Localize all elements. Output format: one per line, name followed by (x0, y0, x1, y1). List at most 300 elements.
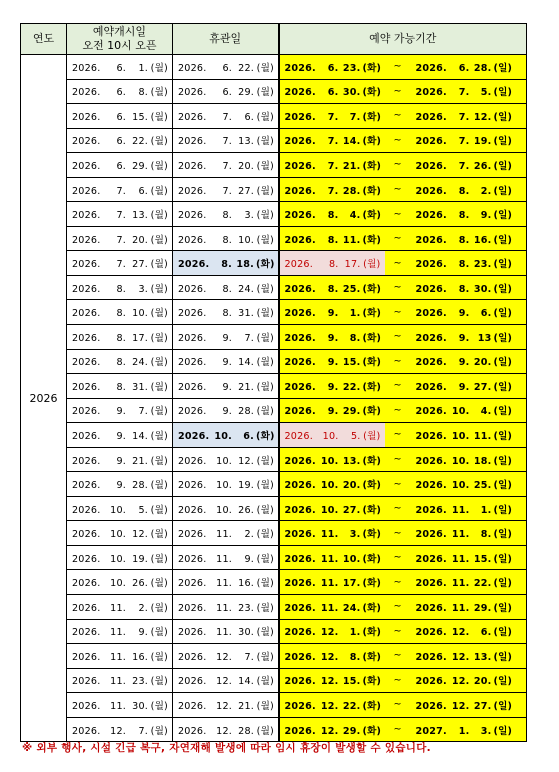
range-end-cell (411, 128, 527, 153)
table-row (21, 423, 527, 448)
closed-day-cell-month: 8. (222, 234, 232, 246)
range-separator: ~ (385, 521, 411, 546)
closed-day-cell (173, 226, 279, 251)
open-date-cell (67, 128, 173, 153)
open-date-cell-month: 9. (116, 480, 126, 492)
open-date-cell-day: 9. (138, 627, 148, 639)
range-end-cell-weekday: (일) (493, 406, 513, 418)
range-end-cell-year: 2026. (415, 185, 447, 197)
range-end-cell-day: 19. (473, 136, 492, 148)
open-date-cell-day: 30. (132, 700, 148, 712)
open-date-cell-day: 15. (132, 111, 148, 123)
range-start-cell (279, 374, 385, 399)
range-start-cell-month: 9. (327, 332, 339, 344)
table-row (21, 153, 527, 178)
table-row (21, 128, 527, 153)
range-start-cell-day: 17. (344, 259, 361, 271)
range-start-cell-weekday: (화) (362, 111, 382, 123)
open-date-cell-day: 27. (132, 259, 148, 271)
open-date-cell-year: 2026. (72, 553, 101, 565)
closed-day-cell-weekday: (월) (256, 283, 274, 295)
open-date-cell-weekday: (월) (150, 308, 168, 320)
open-date-cell-year: 2026. (72, 651, 101, 663)
range-start-cell-year: 2026. (284, 504, 316, 516)
range-end-cell-year: 2026. (415, 136, 447, 148)
range-end-cell-day: 15. (473, 553, 492, 565)
range-start-cell (279, 570, 385, 595)
open-date-cell-month: 6. (116, 160, 126, 172)
range-start-cell (279, 79, 385, 104)
range-end-cell-day: 9. (480, 210, 492, 222)
table-row (21, 374, 527, 399)
range-end-cell (411, 644, 527, 669)
range-separator: ~ (385, 398, 411, 423)
range-start-cell (279, 226, 385, 251)
open-date-cell-weekday: (월) (150, 455, 168, 467)
range-separator: ~ (385, 374, 411, 399)
closed-day-cell (173, 349, 279, 374)
closed-day-cell-day: 20. (238, 160, 254, 172)
open-date-cell-day: 14. (132, 430, 148, 442)
range-start-cell-day: 3. (349, 529, 361, 541)
range-start-cell-month: 9. (327, 357, 339, 369)
year-header: 연도 (21, 24, 67, 55)
range-start-cell-weekday: (화) (362, 651, 382, 663)
range-end-cell-weekday: (일) (493, 480, 513, 492)
range-end-cell (411, 595, 527, 620)
range-end-cell-year: 2026. (415, 480, 447, 492)
closed-day-cell (173, 447, 279, 472)
open-date-cell-weekday: (월) (150, 651, 168, 663)
open-date-cell (67, 104, 173, 129)
closed-day-cell-day: 28. (238, 406, 254, 418)
range-start-cell-year: 2026. (284, 578, 316, 590)
open-date-cell-day: 13. (132, 210, 148, 222)
open-date-cell-day: 1. (138, 62, 148, 74)
open-date-cell-day: 12. (132, 529, 148, 541)
range-end-cell-month: 11. (451, 504, 470, 516)
open-date-cell-month: 11. (110, 700, 126, 712)
range-start-cell-weekday: (화) (362, 234, 382, 246)
range-start-cell (279, 55, 385, 80)
range-start-cell-month: 10. (320, 504, 339, 516)
open-date-cell-weekday: (월) (150, 62, 168, 74)
range-end-cell (411, 55, 527, 80)
open-date-cell-day: 28. (132, 480, 148, 492)
closed-day-cell-month: 12. (216, 676, 232, 688)
open-date-cell-weekday: (월) (150, 627, 168, 639)
range-start-cell (279, 521, 385, 546)
open-date-cell (67, 275, 173, 300)
range-start-cell-month: 6. (327, 87, 339, 99)
closed-day-cell-weekday: (화) (256, 259, 275, 271)
range-end-cell-weekday: (일) (493, 578, 513, 590)
range-end-cell-year: 2026. (415, 234, 447, 246)
closed-day-cell-weekday: (월) (256, 357, 274, 369)
range-start-cell-weekday: (화) (362, 210, 382, 222)
range-start-cell-day: 24. (342, 602, 361, 614)
closed-day-cell-month: 8. (222, 283, 232, 295)
range-separator: ~ (385, 668, 411, 693)
range-end-cell-weekday: (일) (493, 381, 513, 393)
table-row (21, 398, 527, 423)
range-end-cell-year: 2026. (415, 700, 447, 712)
range-end-cell-month: 9. (458, 332, 470, 344)
range-end-cell-weekday: (일) (493, 160, 513, 172)
range-start-cell-year: 2026. (284, 87, 316, 99)
range-end-cell (411, 496, 527, 521)
range-end-cell-month: 7. (458, 136, 470, 148)
table-body (21, 55, 527, 742)
open-date-cell-day: 20. (132, 234, 148, 246)
range-end-cell-month: 7. (458, 87, 470, 99)
range-separator: ~ (385, 300, 411, 325)
closed-day-cell (173, 275, 279, 300)
closed-day-cell (173, 177, 279, 202)
range-start-cell-weekday: (화) (362, 480, 382, 492)
open-date-cell-year: 2026. (72, 283, 101, 295)
range-end-cell-weekday: (일) (493, 185, 513, 197)
closed-day-cell-weekday: (월) (256, 725, 274, 737)
open-date-cell-weekday: (월) (150, 283, 168, 295)
range-end-cell-month: 12. (451, 627, 470, 639)
closed-day-cell-year: 2026. (178, 529, 207, 541)
open-date-cell-year: 2026. (72, 381, 101, 393)
range-end-cell-year: 2026. (415, 308, 447, 320)
range-end-cell-year: 2026. (415, 283, 447, 295)
open-date-cell-day: 16. (132, 651, 148, 663)
closed-day-cell-weekday: (월) (256, 627, 274, 639)
range-end-cell-day: 5. (480, 87, 492, 99)
range-end-cell-year: 2026. (415, 651, 447, 663)
open-date-cell-weekday: (월) (150, 676, 168, 688)
range-end-cell (411, 545, 527, 570)
range-end-cell-weekday: (일) (493, 430, 513, 442)
open-date-cell-year: 2026. (72, 529, 101, 541)
table-row (21, 521, 527, 546)
year-cell: 2026 (21, 55, 67, 742)
open-date-cell (67, 349, 173, 374)
range-start-cell-month: 9. (327, 308, 339, 320)
range-end-cell-year: 2026. (415, 602, 447, 614)
closed-day-cell-month: 7. (222, 185, 232, 197)
range-separator: ~ (385, 104, 411, 129)
range-end-cell-month: 7. (458, 160, 470, 172)
open-date-cell-month: 9. (116, 455, 126, 467)
closed-day-cell-day: 18. (236, 259, 254, 271)
open-date-cell-month: 11. (110, 676, 126, 688)
range-start-cell (279, 619, 385, 644)
closed-day-cell-day: 30. (238, 627, 254, 639)
range-end-cell (411, 177, 527, 202)
open-date-cell-month: 10. (110, 553, 126, 565)
table-row (21, 545, 527, 570)
closed-day-cell-year: 2026. (178, 602, 207, 614)
closed-day-cell-day: 21. (238, 381, 254, 393)
range-end-cell-month: 8. (458, 259, 470, 271)
range-start-cell-month: 8. (328, 259, 339, 271)
range-end-cell-day: 18. (473, 455, 492, 467)
range-end-cell-day: 12. (473, 111, 492, 123)
range-start-cell-day: 28. (342, 185, 361, 197)
range-end-cell-year: 2026. (415, 381, 447, 393)
closed-day-cell-weekday: (월) (256, 87, 274, 99)
range-end-cell-day: 8. (480, 529, 492, 541)
open-date-cell-month: 6. (116, 136, 126, 148)
open-date-cell (67, 545, 173, 570)
range-start-cell-month: 7. (327, 136, 339, 148)
open-date-cell (67, 55, 173, 80)
range-start-cell-year: 2026. (284, 111, 316, 123)
closed-day-cell-day: 24. (238, 283, 254, 295)
range-end-cell-month: 11. (451, 602, 470, 614)
closed-day-cell-month: 10. (216, 455, 232, 467)
range-end-cell-weekday: (일) (493, 210, 513, 222)
range-separator: ~ (385, 570, 411, 595)
closed-day-cell-day: 16. (238, 578, 254, 590)
closed-day-cell-weekday: (월) (256, 111, 274, 123)
range-end-cell-day: 4. (480, 406, 492, 418)
range-start-cell-year: 2026. (284, 332, 316, 344)
open-date-cell-year: 2026. (72, 111, 101, 123)
table-row (21, 104, 527, 129)
range-end-cell-day: 27. (473, 381, 492, 393)
closed-day-cell-day: 7. (244, 651, 254, 663)
range-start-cell-month: 10. (320, 480, 339, 492)
open-date-cell-month: 11. (110, 602, 126, 614)
range-start-cell (279, 496, 385, 521)
table-row (21, 177, 527, 202)
open-date-cell-year: 2026. (72, 676, 101, 688)
open-date-cell (67, 374, 173, 399)
range-end-cell (411, 398, 527, 423)
open-date-header-line2: 오전 10시 오픈 (82, 39, 157, 52)
range-start-cell-weekday: (화) (362, 676, 382, 688)
range-start-cell-day: 22. (342, 381, 361, 393)
closed-day-cell-day: 7. (244, 332, 254, 344)
open-date-cell (67, 398, 173, 423)
closed-day-cell-day: 31. (238, 308, 254, 320)
range-end-cell (411, 472, 527, 497)
table-row (21, 447, 527, 472)
open-date-cell (67, 668, 173, 693)
closed-day-cell-weekday: (월) (256, 381, 274, 393)
range-end-cell-weekday: (일) (493, 111, 513, 123)
range-start-cell-month: 7. (327, 160, 339, 172)
range-start-cell (279, 717, 385, 742)
range-start-cell-weekday: (화) (362, 136, 382, 148)
open-date-header (67, 24, 173, 55)
closed-day-cell-day: 13. (238, 136, 254, 148)
range-end-cell (411, 447, 527, 472)
closed-day-cell-weekday: (월) (256, 602, 274, 614)
closed-day-cell-month: 7. (222, 111, 232, 123)
closed-day-cell-day: 19. (238, 480, 254, 492)
range-separator: ~ (385, 595, 411, 620)
closed-day-cell-weekday: (월) (256, 136, 274, 148)
table-row (21, 349, 527, 374)
closed-day-cell-weekday: (월) (256, 529, 274, 541)
range-separator: ~ (385, 717, 411, 742)
range-start-cell-weekday: (화) (362, 700, 382, 712)
range-start-cell-weekday: (화) (362, 332, 382, 344)
closed-day-cell-year: 2026. (178, 676, 207, 688)
range-start-cell (279, 251, 385, 276)
range-end-cell-weekday: (일) (493, 651, 513, 663)
closed-day-cell-year: 2026. (178, 62, 207, 74)
range-end-cell-weekday: (일) (493, 627, 513, 639)
closed-day-cell (173, 202, 279, 227)
range-start-cell-weekday: (화) (362, 725, 382, 737)
open-date-cell-weekday: (월) (150, 381, 168, 393)
range-start-cell-day: 5. (350, 430, 361, 442)
range-end-cell-day: 26. (473, 160, 492, 172)
open-date-cell-day: 5. (138, 504, 148, 516)
range-start-cell-day: 1. (349, 308, 361, 320)
range-end-cell-year: 2026. (415, 210, 447, 222)
range-end-cell-month: 1. (458, 725, 470, 737)
open-date-cell-weekday: (월) (150, 529, 168, 541)
open-date-cell-month: 10. (110, 578, 126, 590)
open-date-cell-year: 2026. (72, 627, 101, 639)
range-end-cell-weekday: (일) (493, 234, 513, 246)
table-row (21, 55, 527, 80)
range-start-cell (279, 545, 385, 570)
open-date-cell-weekday: (월) (150, 725, 168, 737)
range-end-cell-day: 25. (473, 480, 492, 492)
table-row (21, 79, 527, 104)
range-start-cell-day: 29. (342, 406, 361, 418)
closed-day-cell-day: 10. (238, 234, 254, 246)
closed-day-cell (173, 128, 279, 153)
open-date-cell (67, 717, 173, 742)
range-separator: ~ (385, 177, 411, 202)
range-end-cell-day: 22. (473, 578, 492, 590)
range-end-cell-day: 30. (473, 283, 492, 295)
closed-day-cell (173, 644, 279, 669)
open-date-cell-month: 6. (116, 111, 126, 123)
closed-day-cell (173, 619, 279, 644)
range-separator: ~ (385, 275, 411, 300)
range-end-cell (411, 153, 527, 178)
range-start-cell-year: 2026. (284, 627, 316, 639)
open-date-cell-month: 6. (116, 62, 126, 74)
range-start-cell-year: 2026. (284, 553, 316, 565)
closed-day-cell-year: 2026. (178, 455, 207, 467)
closed-day-cell-month: 12. (216, 725, 232, 737)
open-date-cell-day: 8. (138, 87, 148, 99)
range-start-cell-month: 11. (320, 553, 339, 565)
table-row (21, 644, 527, 669)
range-start-cell-day: 15. (342, 357, 361, 369)
range-start-cell-month: 12. (320, 725, 339, 737)
open-date-cell-weekday: (월) (150, 234, 168, 246)
range-start-cell-day: 13. (342, 455, 361, 467)
range-start-cell-year: 2026. (284, 259, 313, 271)
range-start-cell-year: 2026. (284, 357, 316, 369)
range-end-cell-month: 8. (458, 210, 470, 222)
range-end-cell-day: 2. (480, 185, 492, 197)
closed-day-cell-year: 2026. (178, 651, 207, 663)
table-row (21, 693, 527, 718)
range-start-cell-year: 2026. (284, 136, 316, 148)
range-end-cell-year: 2026. (415, 504, 447, 516)
range-end-cell-weekday: (일) (493, 136, 513, 148)
range-header: 예약 가능기간 (279, 24, 527, 55)
open-date-cell-weekday: (월) (150, 111, 168, 123)
closed-day-cell-year: 2026. (178, 160, 207, 172)
open-date-cell-month: 8. (116, 381, 126, 393)
open-date-cell (67, 177, 173, 202)
closed-day-cell-month: 11. (216, 553, 232, 565)
open-date-cell-year: 2026. (72, 700, 101, 712)
table-row (21, 570, 527, 595)
range-start-cell (279, 668, 385, 693)
closed-day-cell (173, 668, 279, 693)
closed-day-cell-day: 28. (238, 725, 254, 737)
closed-day-cell-year: 2026. (178, 185, 207, 197)
closed-day-cell-month: 10. (214, 430, 232, 442)
range-separator: ~ (385, 693, 411, 718)
closed-day-cell-weekday: (월) (256, 62, 274, 74)
open-date-cell-year: 2026. (72, 480, 101, 492)
closed-day-cell-day: 21. (238, 700, 254, 712)
open-date-cell (67, 251, 173, 276)
open-date-cell (67, 693, 173, 718)
range-end-cell-weekday: (일) (493, 553, 513, 565)
open-date-cell-day: 6. (138, 185, 148, 197)
range-end-cell-month: 12. (451, 700, 470, 712)
closed-day-cell-month: 8. (222, 308, 232, 320)
open-date-cell-weekday: (월) (150, 578, 168, 590)
range-start-cell-month: 6. (327, 62, 339, 74)
closed-day-cell (173, 79, 279, 104)
open-date-cell-weekday: (월) (150, 259, 168, 271)
closed-day-cell-month: 9. (222, 332, 232, 344)
open-date-cell-day: 10. (132, 308, 148, 320)
open-date-cell-year: 2026. (72, 332, 101, 344)
range-start-cell-month: 11. (320, 578, 339, 590)
open-date-cell-month: 6. (116, 87, 126, 99)
range-end-cell-day: 27. (473, 700, 492, 712)
open-date-cell-year: 2026. (72, 136, 101, 148)
range-start-cell-day: 27. (342, 504, 361, 516)
range-end-cell (411, 79, 527, 104)
closed-day-cell-day: 29. (238, 87, 254, 99)
open-date-cell (67, 325, 173, 350)
open-date-cell-weekday: (월) (150, 160, 168, 172)
range-start-cell (279, 300, 385, 325)
range-end-cell-year: 2026. (415, 578, 447, 590)
open-date-cell-day: 7. (138, 725, 148, 737)
table-row (21, 595, 527, 620)
table-header-row (21, 24, 527, 55)
range-start-cell-year: 2026. (284, 725, 316, 737)
range-end-cell-day: 6. (480, 308, 492, 320)
closed-day-cell-weekday: (월) (256, 160, 274, 172)
open-date-cell-weekday: (월) (150, 553, 168, 565)
open-date-cell-day: 31. (132, 381, 148, 393)
range-start-cell (279, 202, 385, 227)
closed-day-cell-year: 2026. (178, 700, 207, 712)
closed-day-cell-month: 12. (216, 700, 232, 712)
range-start-cell-day: 25. (342, 283, 361, 295)
range-start-cell-day: 20. (342, 480, 361, 492)
range-start-cell-year: 2026. (284, 210, 316, 222)
range-end-cell-year: 2026. (415, 62, 447, 74)
range-end-cell (411, 693, 527, 718)
range-start-cell-month: 10. (320, 455, 339, 467)
